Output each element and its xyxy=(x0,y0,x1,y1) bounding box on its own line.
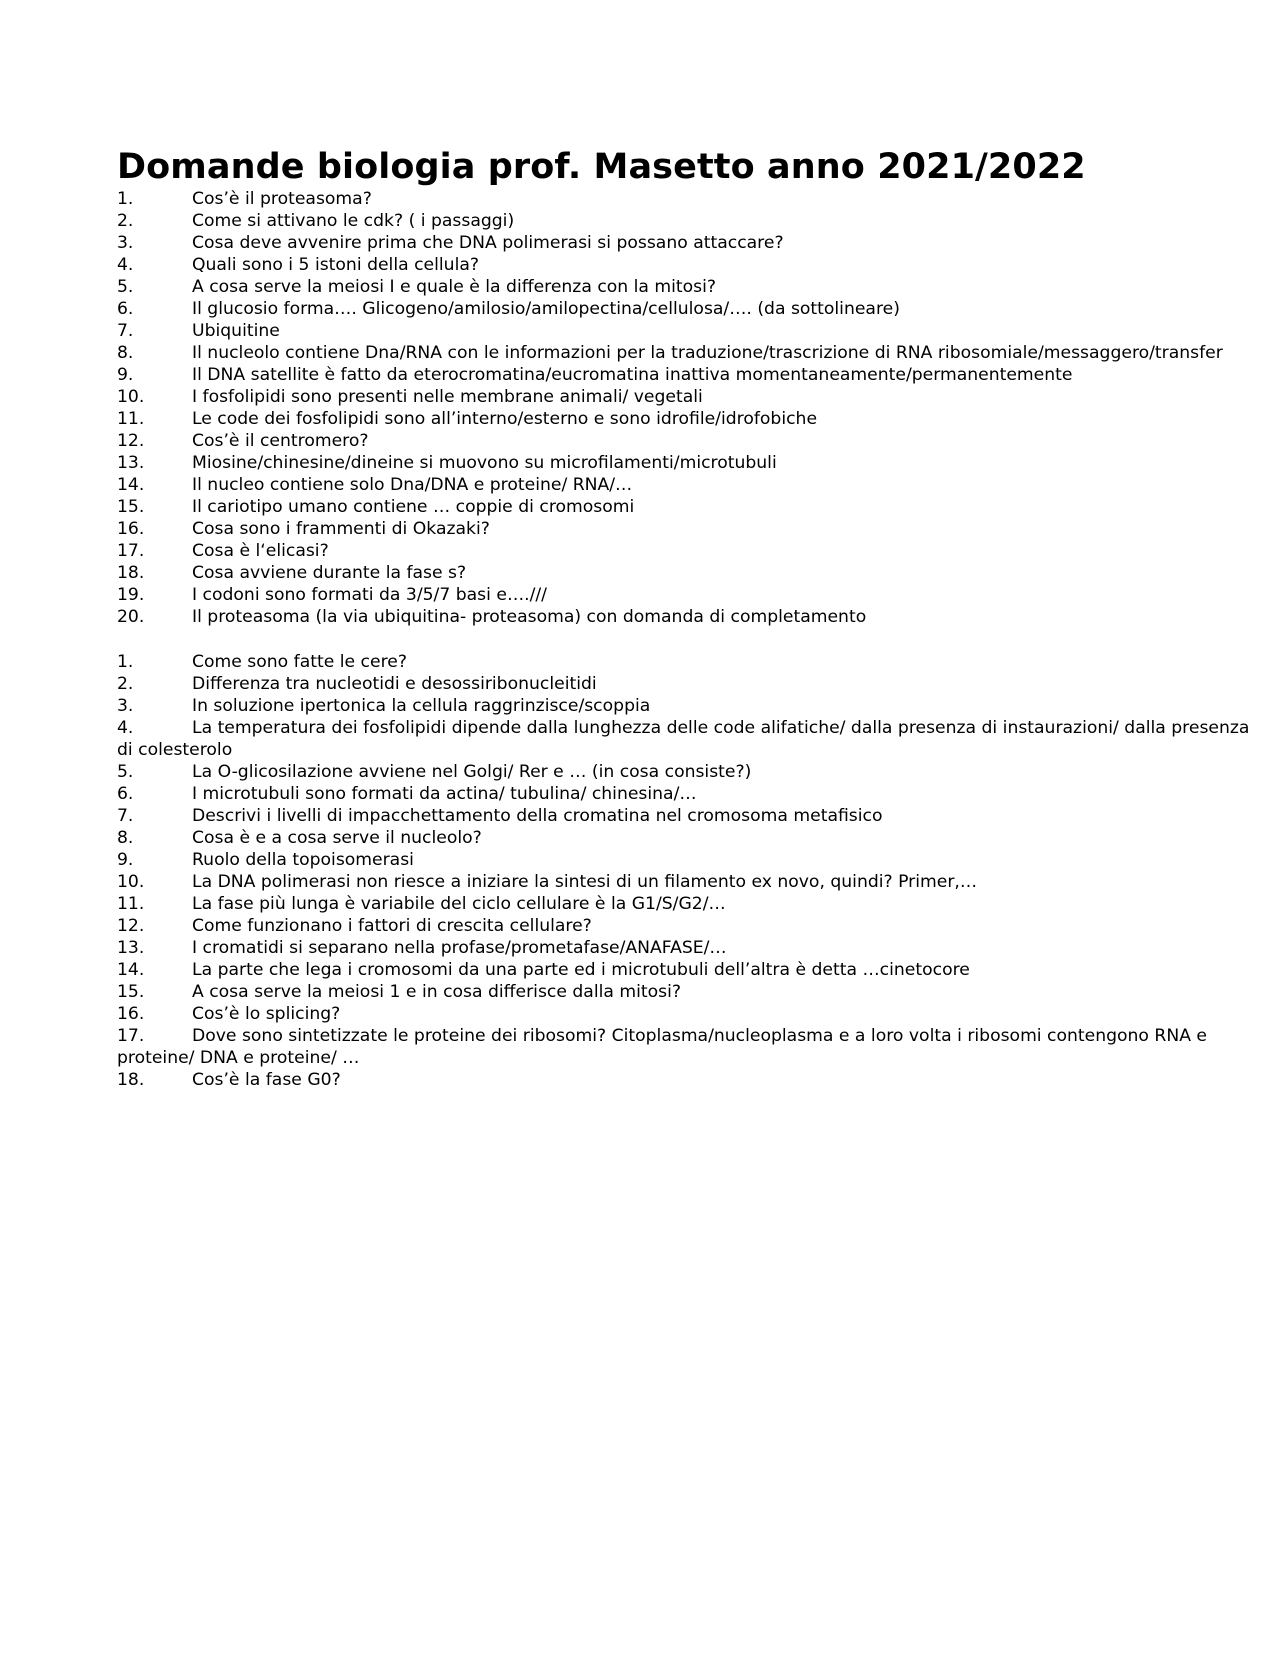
question-text: Come funzionano i fattori di crescita cellulare? xyxy=(192,916,592,936)
question-item xyxy=(117,584,1267,606)
question-number: 9. xyxy=(117,850,134,870)
question-number: 10. xyxy=(117,387,145,407)
question-number: 18. xyxy=(117,563,145,583)
question-item xyxy=(117,651,1267,673)
question-text: A cosa serve la meiosi 1 e in cosa differisce dalla mitosi? xyxy=(192,982,681,1002)
question-number: 10. xyxy=(117,872,145,892)
question-text: Come sono fatte le cere? xyxy=(192,652,407,672)
question-text: Cos’è lo splicing? xyxy=(192,1004,341,1024)
question-item xyxy=(117,805,1267,827)
question-item xyxy=(117,1069,1267,1091)
question-text: Il DNA satellite è fatto da eterocromatina/eucromatina inattiva momentaneamente/permanentemente xyxy=(192,365,1073,385)
question-text: I fosfolipidi sono presenti nelle membrane animali/ vegetali xyxy=(192,387,703,407)
question-text: Ruolo della topoisomerasi xyxy=(192,850,414,870)
question-number: 15. xyxy=(117,497,145,517)
question-item xyxy=(117,761,1267,783)
question-number: 1. xyxy=(117,652,134,672)
question-text: Cosa sono i frammenti di Okazaki? xyxy=(192,519,490,539)
question-text: Come si attivano le cdk? ( i passaggi) xyxy=(192,211,515,231)
question-text: Il glucosio forma…. Glicogeno/amilosio/amilopectina/cellulosa/…. (da sottolineare) xyxy=(192,299,900,319)
question-text: Il cariotipo umano contiene … coppie di cromosomi xyxy=(192,497,635,517)
question-text: Cos’è il proteasoma? xyxy=(192,189,372,209)
question-text: Descrivi i livelli di impacchettamento della cromatina nel cromosoma metafisico xyxy=(192,806,883,826)
question-text: A cosa serve la meiosi I e quale è la differenza con la mitosi? xyxy=(192,277,717,297)
question-item xyxy=(117,188,1267,210)
question-number: 3. xyxy=(117,233,134,253)
question-item xyxy=(117,408,1267,430)
question-text: Cosa avviene durante la fase s? xyxy=(192,563,467,583)
question-number: 9. xyxy=(117,365,134,385)
question-item xyxy=(117,606,1267,628)
question-item xyxy=(117,783,1267,805)
question-item xyxy=(117,210,1267,232)
question-list-2 xyxy=(117,651,1267,1091)
question-item xyxy=(117,562,1267,584)
question-text: Il nucleolo contiene Dna/RNA con le informazioni per la traduzione/trascrizione di RNA ribosomiale/messaggero/transfer xyxy=(192,343,1223,363)
document-page xyxy=(117,146,1267,1091)
question-text: Dove sono sintetizzate le proteine dei ribosomi? Citoplasma/nucleoplasma e a loro volta i ribosomi contengono RNA e proteine/ DNA e proteine/ … xyxy=(117,1026,1208,1068)
question-number: 11. xyxy=(117,894,145,914)
question-text: Ubiquitine xyxy=(192,321,280,341)
question-text: La O-glicosilazione avviene nel Golgi/ Rer e … (in cosa consiste?) xyxy=(192,762,752,782)
question-text: Quali sono i 5 istoni della cellula? xyxy=(192,255,479,275)
question-text: Cosa è e a cosa serve il nucleolo? xyxy=(192,828,482,848)
question-text: Il proteasoma (la via ubiquitina- proteasoma) con domanda di completamento xyxy=(192,607,867,627)
question-item xyxy=(117,540,1267,562)
question-number: 12. xyxy=(117,431,145,451)
question-text: Cosa è l‘elicasi? xyxy=(192,541,329,561)
question-number: 5. xyxy=(117,762,134,782)
question-item xyxy=(117,673,1267,695)
question-item xyxy=(117,364,1267,386)
question-item xyxy=(117,1025,1267,1069)
question-number: 8. xyxy=(117,828,134,848)
question-text: Cos’è il centromero? xyxy=(192,431,369,451)
question-number: 17. xyxy=(117,541,145,561)
question-number: 16. xyxy=(117,519,145,539)
question-number: 13. xyxy=(117,938,145,958)
question-item xyxy=(117,827,1267,849)
question-item xyxy=(117,320,1267,342)
question-text: La DNA polimerasi non riesce a iniziare la sintesi di un filamento ex novo, quindi? Primer,… xyxy=(192,872,978,892)
question-number: 6. xyxy=(117,784,134,804)
question-item xyxy=(117,893,1267,915)
question-item xyxy=(117,496,1267,518)
question-item xyxy=(117,871,1267,893)
question-number: 2. xyxy=(117,211,134,231)
question-item xyxy=(117,276,1267,298)
question-text: La fase più lunga è variabile del ciclo cellulare è la G1/S/G2/… xyxy=(192,894,726,914)
question-number: 18. xyxy=(117,1070,145,1090)
question-number: 14. xyxy=(117,475,145,495)
section-gap xyxy=(117,628,1267,651)
question-item xyxy=(117,915,1267,937)
question-item xyxy=(117,717,1267,761)
question-text: Cosa deve avvenire prima che DNA polimerasi si possano attaccare? xyxy=(192,233,784,253)
question-text: I codoni sono formati da 3/5/7 basi e…./// xyxy=(192,585,547,605)
question-number: 5. xyxy=(117,277,134,297)
question-item xyxy=(117,959,1267,981)
question-text: La parte che lega i cromosomi da una parte ed i microtubuli dell’altra è detta …cinetocore xyxy=(192,960,970,980)
question-number: 16. xyxy=(117,1004,145,1024)
question-number: 1. xyxy=(117,189,134,209)
question-number: 4. xyxy=(117,718,134,738)
question-number: 7. xyxy=(117,321,134,341)
question-number: 19. xyxy=(117,585,145,605)
question-item xyxy=(117,254,1267,276)
question-item xyxy=(117,430,1267,452)
question-number: 3. xyxy=(117,696,134,716)
document-title: Domande biologia prof. Masetto anno 2021/2022 xyxy=(117,147,1086,187)
question-text: Le code dei fosfolipidi sono all’interno/esterno e sono idrofile/idrofobiche xyxy=(192,409,818,429)
question-item xyxy=(117,342,1267,364)
question-number: 20. xyxy=(117,607,145,627)
question-text: La temperatura dei fosfolipidi dipende dalla lunghezza delle code alifatiche/ dalla presenza di instaurazioni/ dalla presenza di colesterolo xyxy=(117,718,1250,760)
question-number: 7. xyxy=(117,806,134,826)
question-number: 11. xyxy=(117,409,145,429)
question-text: Differenza tra nucleotidi e desossiribonucleitidi xyxy=(192,674,597,694)
question-text: In soluzione ipertonica la cellula raggrinzisce/scoppia xyxy=(192,696,651,716)
question-text: Cos’è la fase G0? xyxy=(192,1070,341,1090)
question-item xyxy=(117,452,1267,474)
question-item xyxy=(117,981,1267,1003)
question-text: I cromatidi si separano nella profase/prometafase/ANAFASE/… xyxy=(192,938,727,958)
question-number: 17. xyxy=(117,1026,145,1046)
question-item xyxy=(117,849,1267,871)
question-list-1 xyxy=(117,188,1267,628)
question-item xyxy=(117,518,1267,540)
question-item xyxy=(117,1003,1267,1025)
question-number: 13. xyxy=(117,453,145,473)
question-number: 4. xyxy=(117,255,134,275)
question-text: Miosine/chinesine/dineine si muovono su microfilamenti/microtubuli xyxy=(192,453,777,473)
question-number: 14. xyxy=(117,960,145,980)
question-text: Il nucleo contiene solo Dna/DNA e proteine/ RNA/… xyxy=(192,475,633,495)
question-number: 8. xyxy=(117,343,134,363)
question-item xyxy=(117,695,1267,717)
question-number: 6. xyxy=(117,299,134,319)
question-item xyxy=(117,232,1267,254)
question-number: 15. xyxy=(117,982,145,1002)
question-item xyxy=(117,386,1267,408)
question-text: I microtubuli sono formati da actina/ tubulina/ chinesina/… xyxy=(192,784,697,804)
question-item xyxy=(117,937,1267,959)
question-item xyxy=(117,298,1267,320)
question-item xyxy=(117,474,1267,496)
question-number: 12. xyxy=(117,916,145,936)
question-number: 2. xyxy=(117,674,134,694)
